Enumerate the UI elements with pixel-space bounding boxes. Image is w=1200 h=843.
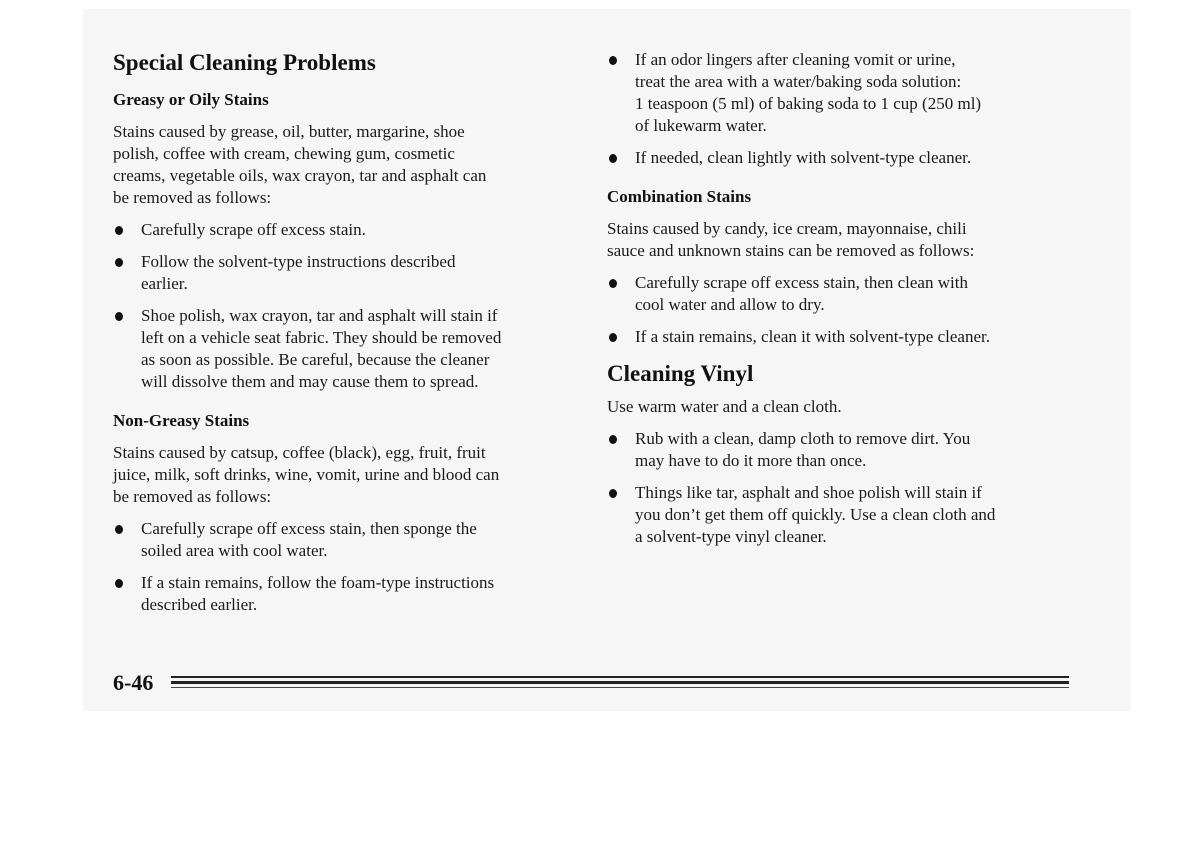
bullet-icon	[115, 525, 123, 534]
bullet-line: you don’t get them off quickly. Use a clean cloth and	[635, 505, 996, 524]
non-greasy-intro-line: be removed as follows:	[113, 487, 272, 506]
non-greasy-intro-line: Stains caused by catsup, coffee (black), egg, fruit, fruit	[113, 443, 486, 462]
bullet-icon	[115, 226, 123, 235]
vinyl-bullet-list	[607, 428, 1067, 548]
bullet-line: Carefully scrape off excess stain, then sponge the	[141, 519, 477, 538]
section-title-special-cleaning: Special Cleaning Problems	[113, 50, 376, 75]
bullet-icon	[115, 579, 123, 588]
bullet-item	[607, 147, 1067, 169]
bullet-line: Carefully scrape off excess stain, then clean with	[635, 273, 968, 292]
bullet-line: Shoe polish, wax crayon, tar and asphalt will stain if	[141, 306, 498, 325]
bullet-line: 1 teaspoon (5 ml) of baking soda to 1 cup (250 ml)	[635, 94, 982, 113]
greasy-intro-line: Stains caused by grease, oil, butter, margarine, shoe	[113, 122, 465, 141]
combination-bullet-list	[607, 272, 1067, 348]
footer-rule	[171, 681, 1069, 684]
footer-rule	[171, 687, 1069, 688]
odor-bullet-list	[607, 49, 1067, 169]
bullet-line: of lukewarm water.	[635, 116, 767, 135]
bullet-line: If an odor lingers after cleaning vomit or urine,	[635, 50, 956, 69]
page-footer	[113, 669, 1069, 699]
bullet-line: as soon as possible. Be careful, because the cleaner	[141, 350, 490, 369]
bullet-line: soiled area with cool water.	[141, 541, 328, 560]
section-title-cleaning-vinyl: Cleaning Vinyl	[607, 361, 754, 386]
heading-combination-stains: Combination Stains	[607, 187, 752, 206]
bullet-item	[607, 272, 1067, 316]
greasy-intro-line: be removed as follows:	[113, 188, 272, 207]
greasy-bullet-list	[113, 219, 575, 393]
combination-intro-line: Stains caused by candy, ice cream, mayonnaise, chili	[607, 219, 967, 238]
bullet-item	[607, 428, 1067, 472]
bullet-item	[113, 305, 575, 393]
bullet-line: Follow the solvent-type instructions described	[141, 252, 456, 271]
page-number: 6-46	[113, 670, 154, 695]
bullet-line: Rub with a clean, damp cloth to remove dirt. You	[635, 429, 971, 448]
bullet-line: Things like tar, asphalt and shoe polish will stain if	[635, 483, 982, 502]
vinyl-intro	[607, 396, 1067, 418]
bullet-icon	[609, 279, 617, 288]
heading-greasy-stains: Greasy or Oily Stains	[113, 90, 269, 109]
bullet-line: described earlier.	[141, 595, 258, 614]
bullet-line: a solvent-type vinyl cleaner.	[635, 527, 827, 546]
bullet-item	[607, 482, 1067, 548]
combination-intro-line: sauce and unknown stains can be removed as follows:	[607, 241, 975, 260]
non-greasy-intro	[113, 442, 575, 508]
left-column	[113, 9, 575, 616]
bullet-icon	[609, 435, 617, 444]
bullet-line: Carefully scrape off excess stain.	[141, 220, 366, 239]
bullet-icon	[115, 258, 123, 267]
bullet-line: will dissolve them and may cause them to spread.	[141, 372, 479, 391]
vinyl-intro-line: Use warm water and a clean cloth.	[607, 397, 842, 416]
bullet-icon	[115, 312, 123, 321]
greasy-intro-line: creams, vegetable oils, wax crayon, tar and asphalt can	[113, 166, 487, 185]
bullet-item	[113, 219, 575, 241]
bullet-icon	[609, 333, 617, 342]
bullet-line: If a stain remains, follow the foam-type instructions	[141, 573, 495, 592]
bullet-line: cool water and allow to dry.	[635, 295, 825, 314]
heading-non-greasy-stains: Non-Greasy Stains	[113, 411, 250, 430]
bullet-line: If needed, clean lightly with solvent-type cleaner.	[635, 148, 972, 167]
bullet-line: left on a vehicle seat fabric. They should be removed	[141, 328, 502, 347]
right-column	[607, 9, 1067, 548]
non-greasy-bullet-list	[113, 518, 575, 616]
bullet-icon	[609, 154, 617, 163]
manual-page	[83, 9, 1131, 711]
bullet-icon	[609, 56, 617, 65]
bullet-item	[113, 518, 575, 562]
bullet-line: If a stain remains, clean it with solvent-type cleaner.	[635, 327, 990, 346]
bullet-line: may have to do it more than once.	[635, 451, 867, 470]
footer-rule	[171, 676, 1069, 678]
bullet-item	[113, 251, 575, 295]
greasy-intro-line: polish, coffee with cream, chewing gum, cosmetic	[113, 144, 455, 163]
bullet-line: treat the area with a water/baking soda solution:	[635, 72, 962, 91]
greasy-intro	[113, 121, 575, 209]
bullet-item	[607, 49, 1067, 137]
bullet-line: earlier.	[141, 274, 188, 293]
non-greasy-intro-line: juice, milk, soft drinks, wine, vomit, urine and blood can	[113, 465, 500, 484]
bullet-item	[113, 572, 575, 616]
bullet-item	[607, 326, 1067, 348]
bullet-icon	[609, 489, 617, 498]
combination-intro	[607, 218, 1067, 262]
